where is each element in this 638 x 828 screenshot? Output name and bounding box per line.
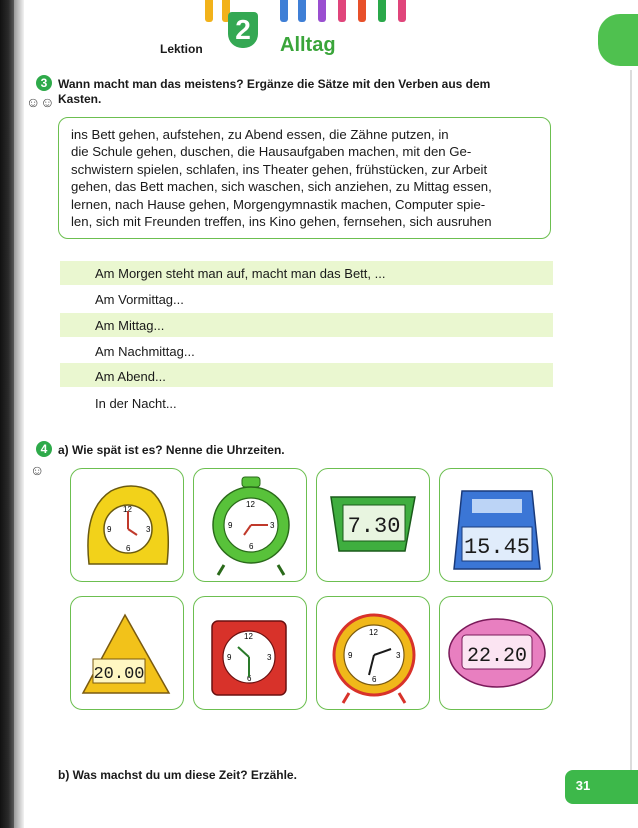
book-binding-shade	[14, 0, 24, 828]
listening-icon: ☺	[30, 462, 45, 478]
sentence-morning: Am Morgen steht man auf, macht man das Bett, ...	[95, 266, 386, 281]
word-box-line: lernen, nach Hause gehen, Morgengymnastik machen, Computer spie-	[71, 196, 486, 212]
clock-card	[316, 596, 430, 710]
header-bar	[358, 0, 366, 22]
task3-instruction-line: Kasten.	[58, 92, 102, 106]
header-bar	[338, 0, 346, 22]
header-bar	[378, 0, 386, 22]
task4-part-b: b) Was machst du um diese Zeit? Erzähle.	[58, 768, 297, 782]
word-box-line: ins Bett gehen, aufstehen, zu Abend essen, die Zähne putzen, in	[71, 127, 449, 142]
header-bar	[318, 0, 326, 22]
page-number: 31	[575, 778, 591, 793]
sentence-night: In der Nacht...	[95, 396, 177, 411]
header-bar	[398, 0, 406, 22]
clock-numeral: 3	[270, 521, 275, 530]
digital-display: 15.45	[463, 535, 531, 560]
clock-numeral: 12	[246, 500, 255, 509]
clock-card	[316, 468, 430, 582]
book-binding	[0, 0, 14, 828]
clock-numeral: 12	[244, 632, 253, 641]
clock-numeral: 3	[396, 651, 401, 660]
clock-numeral: 9	[228, 521, 233, 530]
header-bar	[298, 0, 306, 22]
lektion-label: Lektion	[160, 42, 203, 56]
task-number-badge: 3	[36, 75, 52, 91]
clock-numeral: 6	[126, 544, 131, 553]
task3-instruction	[58, 77, 490, 107]
lesson-title: Alltag	[280, 34, 336, 56]
alarm-clock-icon	[317, 597, 431, 711]
digital-clock-icon	[317, 469, 431, 583]
page-edge-rule	[630, 70, 632, 770]
pair-work-icon: ☺☺	[26, 94, 55, 110]
clock-card	[439, 468, 553, 582]
sentence-afternoon: Am Nachmittag...	[95, 344, 195, 359]
word-box-line: len, sich mit Freunden treffen, ins Kino gehen, fernsehen, sich ausruhen	[71, 214, 492, 230]
task3-instruction-line: Wann macht man das meistens? Ergänze die Sätze mit den Verben aus dem	[58, 77, 491, 91]
clock-numeral: 9	[107, 525, 112, 534]
alarm-clock-icon	[194, 597, 308, 711]
clock-numeral: 6	[372, 675, 377, 684]
digital-display: 20.00	[93, 665, 145, 684]
word-box	[58, 117, 551, 239]
clock-card	[193, 596, 307, 710]
clock-numeral: 9	[348, 651, 353, 660]
sentence-evening: Am Abend...	[95, 369, 166, 384]
word-box-line: gehen, das Bett machen, sich waschen, sich anziehen, zu Mittag essen,	[71, 179, 492, 195]
word-box-line: schwistern spielen, schlafen, ins Theater gehen, frühstücken, zur Arbeit	[71, 161, 488, 177]
alarm-clock-icon	[71, 469, 185, 583]
lesson-number-badge: 2	[228, 12, 258, 48]
clock-card	[439, 596, 553, 710]
clock-card	[70, 596, 184, 710]
digital-display: 7.30	[347, 514, 401, 539]
clock-numeral: 3	[267, 653, 272, 662]
clock-numeral: 9	[227, 653, 232, 662]
clock-card	[70, 468, 184, 582]
clock-numeral: 6	[249, 542, 254, 551]
digital-display: 22.20	[466, 645, 528, 668]
header-bar	[280, 0, 288, 22]
word-box-line: die Schule gehen, duschen, die Hausaufgaben machen, mit den Ge-	[71, 144, 472, 160]
clock-numeral: 6	[247, 674, 252, 683]
sentence-forenoon: Am Vormittag...	[95, 292, 184, 307]
clock-numeral: 3	[146, 525, 151, 534]
clock-numeral: 12	[123, 505, 132, 514]
sentence-noon: Am Mittag...	[95, 318, 165, 333]
digital-clock-icon	[440, 469, 554, 583]
alarm-clock-icon	[194, 469, 308, 583]
digital-clock-icon	[71, 597, 185, 711]
task4-part-a: a) Wie spät ist es? Nenne die Uhrzeiten.	[58, 443, 285, 457]
digital-clock-icon	[440, 597, 554, 711]
task-number-badge: 4	[36, 441, 52, 457]
header-bar	[205, 0, 213, 22]
chapter-tab	[598, 14, 638, 66]
clock-card	[193, 468, 307, 582]
clock-numeral: 12	[369, 628, 378, 637]
